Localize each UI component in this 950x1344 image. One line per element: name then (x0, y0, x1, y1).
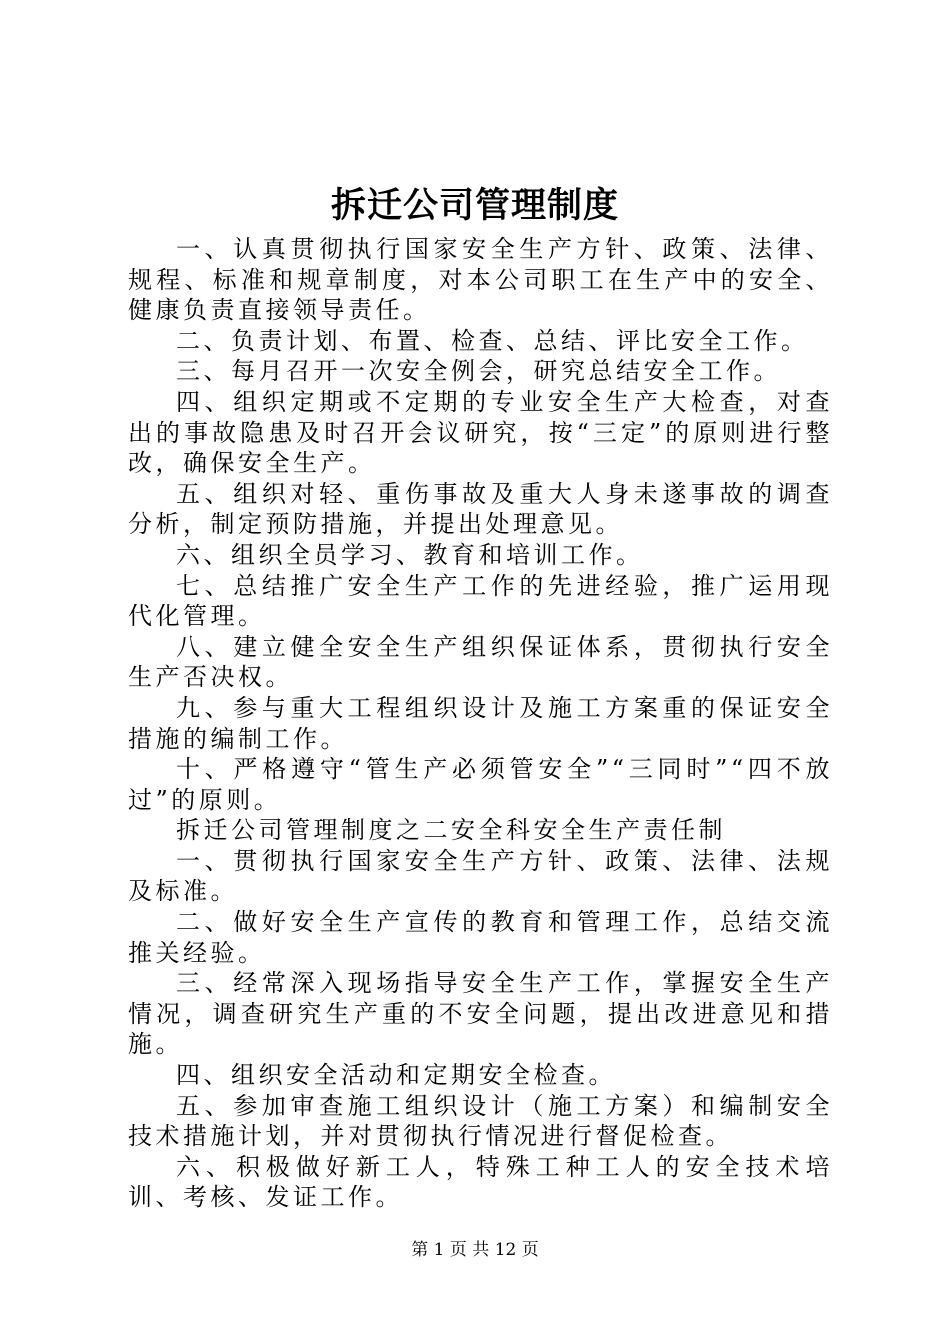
paragraph: 三、每月召开一次安全例会，研究总结安全工作。 (176, 357, 781, 386)
document-body (128, 234, 833, 1213)
paragraph: 六、组织全员学习、教育和培训工作。 (176, 540, 644, 569)
paragraph: 十、严格遵守“管生产必须管安全”“三同时”“四不放过”的原则。 (128, 755, 833, 814)
paragraph: 五、参加审查施工组织设计（施工方案）和编制安全技术措施计划，并对贯彻执行情况进行督促检查。 (128, 1091, 833, 1151)
paragraph: 八、建立健全安全生产组织保证体系，贯彻执行安全生产否决权。 (128, 632, 833, 692)
section-heading: 拆迁公司管理制度之二安全科安全生产责任制 (176, 816, 726, 845)
document-title: 拆迁公司管理制度 (330, 185, 619, 226)
paragraph: 四、组织定期或不定期的专业安全生产大检查，对查出的事故隐患及时召开会议研究，按“三定”的原则进行整改，确保安全生产。 (128, 387, 833, 478)
page-number-footer: 第 1 页 共 12 页 (411, 1240, 539, 1260)
paragraph: 四、组织安全活动和定期安全检查。 (176, 1061, 616, 1090)
paragraph: 一、认真贯彻执行国家安全生产方针、政策、法律、规程、标准和规章制度，对本公司职工在生产中的安全、健康负责直接领导责任。 (128, 235, 833, 325)
paragraph: 六、积极做好新工人，特殊工种工人的安全技术培训、考核、发证工作。 (128, 1152, 833, 1212)
paragraph: 九、参与重大工程组织设计及施工方案重的保证安全措施的编制工作。 (128, 693, 833, 753)
paragraph: 一、贯彻执行国家安全生产方针、政策、法律、法规及标准。 (128, 846, 833, 906)
paragraph: 五、组织对轻、重伤事故及重大人身未遂事故的调查分析，制定预防措施，并提出处理意见。 (128, 479, 833, 539)
paragraph: 三、经常深入现场指导安全生产工作，掌握安全生产情况，调查研究生产重的不安全问题，提出改进意见和措施。 (128, 969, 833, 1059)
paragraph: 二、负责计划、布置、检查、总结、评比安全工作。 (176, 326, 809, 355)
paragraph: 二、做好安全生产宣传的教育和管理工作，总结交流推关经验。 (128, 908, 833, 967)
paragraph: 七、总结推广安全生产工作的先进经验，推广运用现代化管理。 (128, 571, 833, 631)
